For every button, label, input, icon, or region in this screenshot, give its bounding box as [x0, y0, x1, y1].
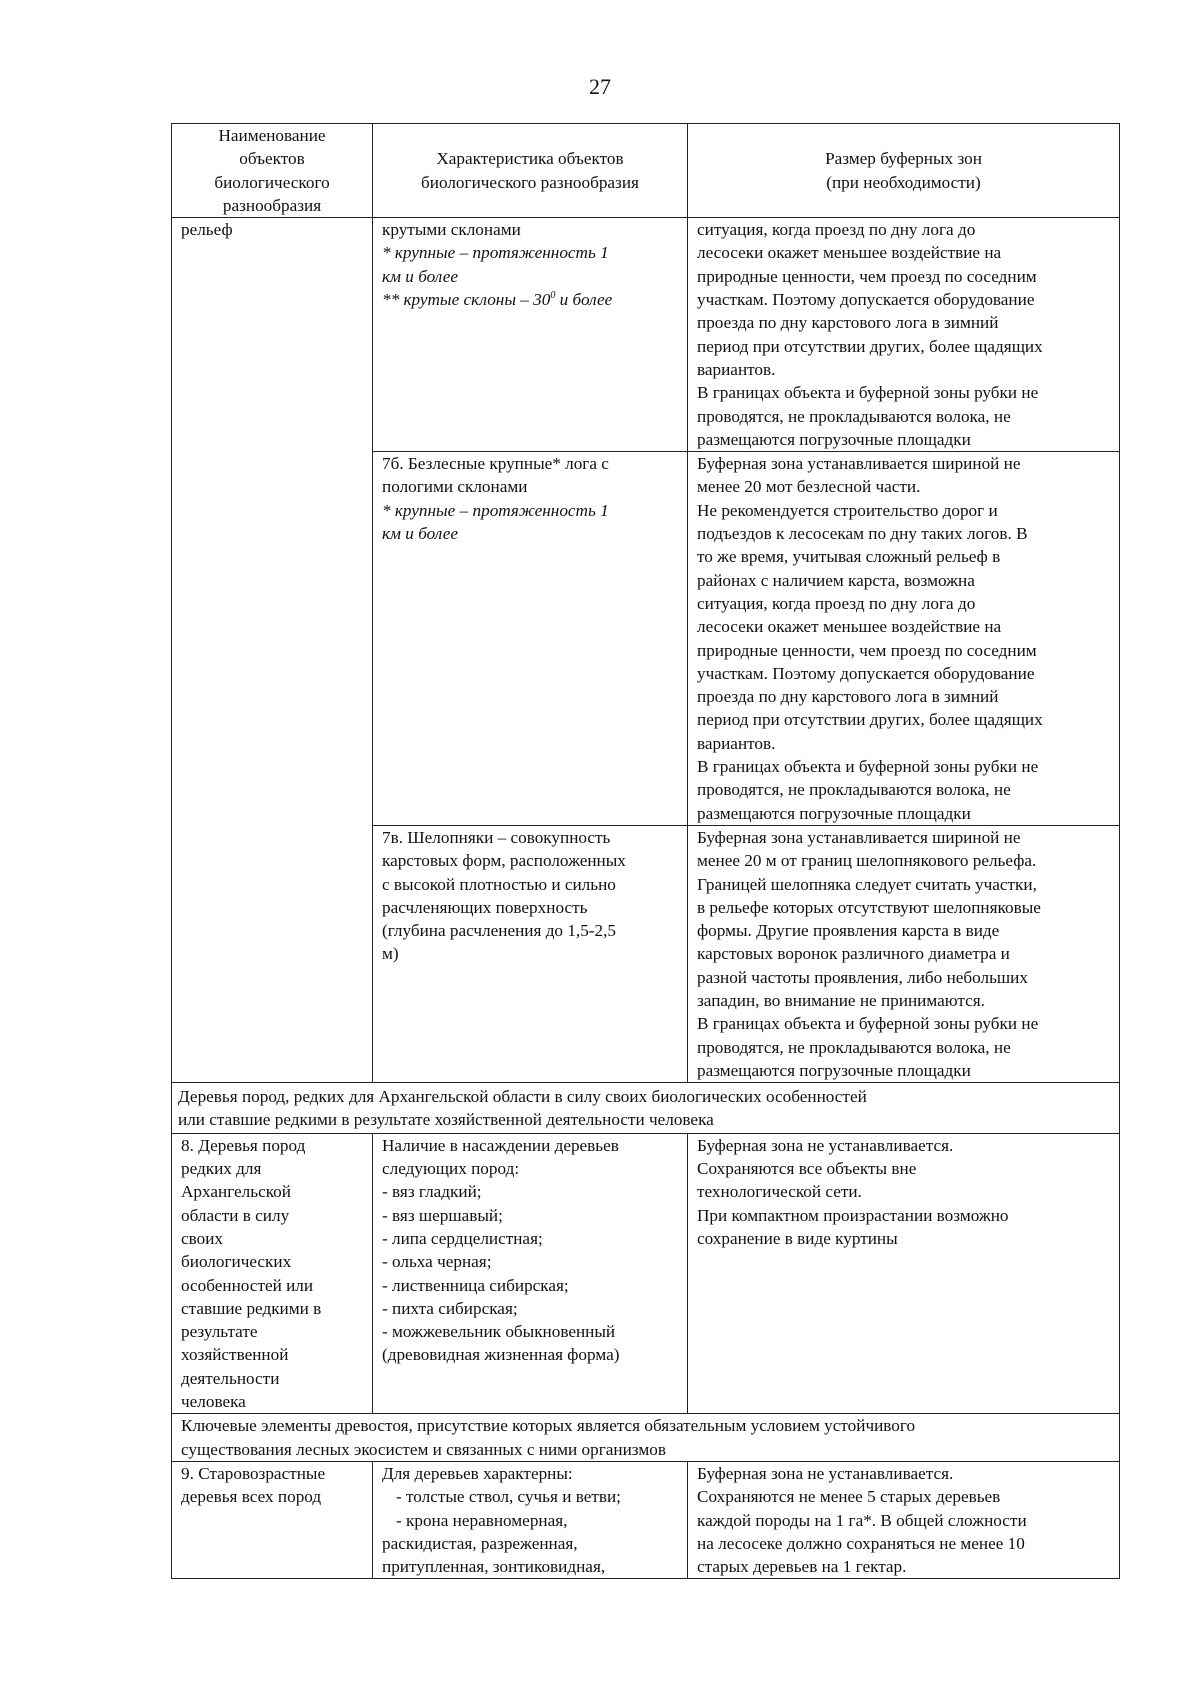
text-line: Наличие в насаждении деревьев [382, 1135, 619, 1155]
text-line: разнообразия [222, 195, 322, 215]
table-header-row [172, 124, 1120, 218]
text-line: своих [181, 1228, 224, 1248]
text-line: биологического [214, 172, 330, 192]
text-line: проезда по дну карстового лога в зимний [697, 687, 999, 707]
text-line: каждой породы на 1 га*. В общей сложности [697, 1510, 1027, 1530]
text-line: природные ценности, чем проезд по соседним [697, 266, 1037, 286]
text-line: Сохраняются не менее 5 старых деревьев [697, 1487, 1001, 1507]
text-line: период при отсутствии других, более щадящих [697, 710, 1043, 730]
text-line: карстовых форм, расположенных [382, 851, 626, 871]
text-line: вариантов. [697, 359, 776, 379]
text-line: - толстые ствол, сучья и ветви; [396, 1487, 621, 1507]
text-line: период при отсутствии других, более щадящих [697, 336, 1043, 356]
text-line: разной частоты проявления, либо небольших [697, 967, 1028, 987]
9-characteristics-bullets [382, 1485, 678, 1532]
text-line: существования лесных экосистем и связанных с ними организмов [181, 1439, 666, 1459]
text-line: - липа сердцелистная; [382, 1228, 543, 1248]
text-line: притупленная, зонтиковидная, [382, 1557, 606, 1577]
cell-relief-characteristics [373, 218, 688, 452]
text-line: (при необходимости) [826, 172, 981, 192]
text-line: 9. Старовозрастные [181, 1463, 326, 1483]
text-line: Буферная зона устанавливается шириной не [697, 827, 1021, 847]
text-line: Деревья пород, редких для Архангельской области в силу своих биологических особенностей [178, 1087, 867, 1107]
text-line: сохранение в виде куртины [697, 1228, 898, 1248]
header-buffer-size [688, 124, 1120, 218]
relief-note-steep-pre: ** крутые склоны – 30 [382, 290, 551, 310]
text-line: биологических [181, 1252, 292, 1272]
cell-9-name [172, 1461, 373, 1578]
text-line: раскидистая, разреженная, [382, 1533, 578, 1553]
relief-note-large-b: км и более [382, 266, 458, 286]
page-number: 27 [589, 74, 611, 99]
text-line: Ключевые элементы древостоя, присутствие которых является обязательным условием устойчивого [181, 1416, 916, 1436]
text-line: размещаются погрузочные площадки [697, 1060, 971, 1080]
relief-note-large-a: * крупные – протяженность 1 [382, 243, 609, 263]
text-line: расчленяющих поверхность [382, 897, 588, 917]
cell-9-buffer [688, 1461, 1120, 1578]
text-line: размещаются погрузочные площадки [697, 803, 971, 823]
relief-steep-slopes: крутыми склонами [382, 220, 521, 240]
9-characteristics-intro: Для деревьев характерны: [382, 1463, 573, 1483]
text-line: Буферная зона не устанавливается. [697, 1463, 954, 1483]
text-line: (древовидная жизненная форма) [382, 1345, 620, 1365]
cell-7b-characteristics [373, 452, 688, 826]
text-line: * крупные – протяженность 1 [382, 500, 609, 520]
section-row [172, 1414, 1120, 1462]
text-line: менее 20 мот безлесной части. [697, 477, 921, 497]
text-line: размещаются погрузочные площадки [697, 429, 971, 449]
text-line: - пихта сибирская; [382, 1298, 518, 1318]
text-line: В границах объекта и буферной зоны рубки не [697, 757, 1039, 777]
relief-note-steep-post: и более [555, 290, 613, 310]
text-line: - ольха черная; [382, 1252, 492, 1272]
7b-description [382, 452, 678, 499]
text-line: Размер буферных зон [825, 149, 982, 169]
text-line: особенностей или [181, 1275, 314, 1295]
text-line: проводятся, не прокладываются волока, не [697, 406, 1011, 426]
text-line: рельеф [181, 220, 233, 240]
text-line: в рельефе которых отсутствуют шелопняковые [697, 897, 1041, 917]
text-line: Буферная зона устанавливается шириной не [697, 454, 1021, 474]
header-object-name [172, 124, 373, 218]
text-line: проезда по дну карстового лога в зимний [697, 313, 999, 333]
cell-7v-buffer [688, 825, 1120, 1082]
text-line: на лесосеке должно сохраняться не менее 10 [697, 1533, 1025, 1553]
text-line: вариантов. [697, 733, 776, 753]
text-line: - вяз шершавый; [382, 1205, 503, 1225]
text-line: ситуация, когда проезд по дну лога до [697, 220, 976, 240]
text-line: природные ценности, чем проезд по соседним [697, 640, 1037, 660]
text-line: старых деревьев на 1 гектар. [697, 1557, 907, 1577]
text-line: В границах объекта и буферной зоны рубки не [697, 383, 1039, 403]
text-line: человека [181, 1392, 246, 1412]
text-line: то же время, учитывая сложный рельеф в [697, 547, 1001, 567]
text-line: хозяйственной [181, 1345, 289, 1365]
text-line: с высокой плотностью и сильно [382, 874, 616, 894]
cell-relief-name [172, 218, 373, 1083]
text-line: лесосеки окажет меньшее воздействие на [697, 617, 1002, 637]
text-line: - крона неравномерная, [396, 1510, 568, 1530]
text-line: западин, во внимание не принимаются. [697, 990, 985, 1010]
text-line: 7в. Шелопняки – совокупность [382, 827, 611, 847]
table-row [172, 1461, 1120, 1578]
text-line: При компактном произрастании возможно [697, 1205, 1009, 1225]
text-line: следующих пород: [382, 1159, 520, 1179]
cell-7b-buffer [688, 452, 1120, 826]
section-rare-species [172, 1083, 1120, 1134]
text-line: редких для [181, 1159, 262, 1179]
relief-note-steep [382, 288, 678, 311]
text-line: проводятся, не прокладываются волока, не [697, 1037, 1011, 1057]
text-line: ситуация, когда проезд по дну лога до [697, 593, 976, 613]
text-line: подъездов к лесосекам по дну таких логов. В [697, 524, 1028, 544]
text-line: пологими склонами [382, 477, 528, 497]
text-line: участкам. Поэтому допускается оборудование [697, 663, 1035, 683]
biodiversity-table [171, 123, 1120, 1579]
text-line: ставшие редкими в [181, 1298, 322, 1318]
text-line: районах с наличием карста, возможна [697, 570, 975, 590]
section-key-elements [172, 1414, 1120, 1462]
text-line: или ставшие редкими в результате хозяйственной деятельности человека [178, 1110, 714, 1130]
text-line: Сохраняются все объекты вне [697, 1159, 917, 1179]
text-line: биологического разнообразия [421, 172, 639, 192]
text-line: формы. Другие проявления карста в виде [697, 921, 1000, 941]
section-row [172, 1083, 1120, 1134]
cell-relief-buffer [688, 218, 1120, 452]
text-line: деятельности [181, 1368, 280, 1388]
text-line: технологической сети. [697, 1182, 862, 1202]
text-line: м) [382, 944, 399, 964]
text-line: 7б. Безлесные крупные* лога с [382, 454, 609, 474]
text-line: Буферная зона не устанавливается. [697, 1135, 954, 1155]
cell-8-characteristics [373, 1133, 688, 1414]
header-characteristics [373, 124, 688, 218]
text-line: - можжевельник обыкновенный [382, 1322, 616, 1342]
text-line: деревья всех пород [181, 1487, 322, 1507]
cell-7v-characteristics [373, 825, 688, 1082]
text-line: Не рекомендуется строительство дорог и [697, 500, 998, 520]
text-line: лесосеки окажет меньшее воздействие на [697, 243, 1002, 263]
text-line: результате [181, 1322, 258, 1342]
text-line: - вяз гладкий; [382, 1182, 482, 1202]
cell-8-name [172, 1133, 373, 1414]
text-line: менее 20 м от границ шелопнякового рельефа. [697, 851, 1037, 871]
table-row [172, 1133, 1120, 1414]
text-line: Характеристика объектов [436, 149, 624, 169]
text-line: карстовых воронок различного диаметра и [697, 944, 1010, 964]
cell-9-characteristics [373, 1461, 688, 1578]
table-row [172, 218, 1120, 452]
text-line: объектов [239, 149, 305, 169]
text-line: В границах объекта и буферной зоны рубки не [697, 1014, 1039, 1034]
text-line: Границей шелопняка следует считать участки, [697, 874, 1037, 894]
degree-superscript: 0 [550, 290, 556, 302]
9-characteristics-rest [382, 1532, 678, 1579]
text-line: км и более [382, 524, 458, 544]
text-line: 8. Деревья пород [181, 1135, 306, 1155]
text-line: - лиственница сибирская; [382, 1275, 569, 1295]
text-line: области в силу [181, 1205, 290, 1225]
text-line: Архангельской [181, 1182, 291, 1202]
text-line: участкам. Поэтому допускается оборудование [697, 290, 1035, 310]
text-line: проводятся, не прокладываются волока, не [697, 780, 1011, 800]
text-line: (глубина расчленения до 1,5-2,5 [382, 921, 617, 941]
text-line: Наименование [218, 126, 326, 145]
7b-note [382, 499, 678, 546]
cell-8-buffer [688, 1133, 1120, 1414]
